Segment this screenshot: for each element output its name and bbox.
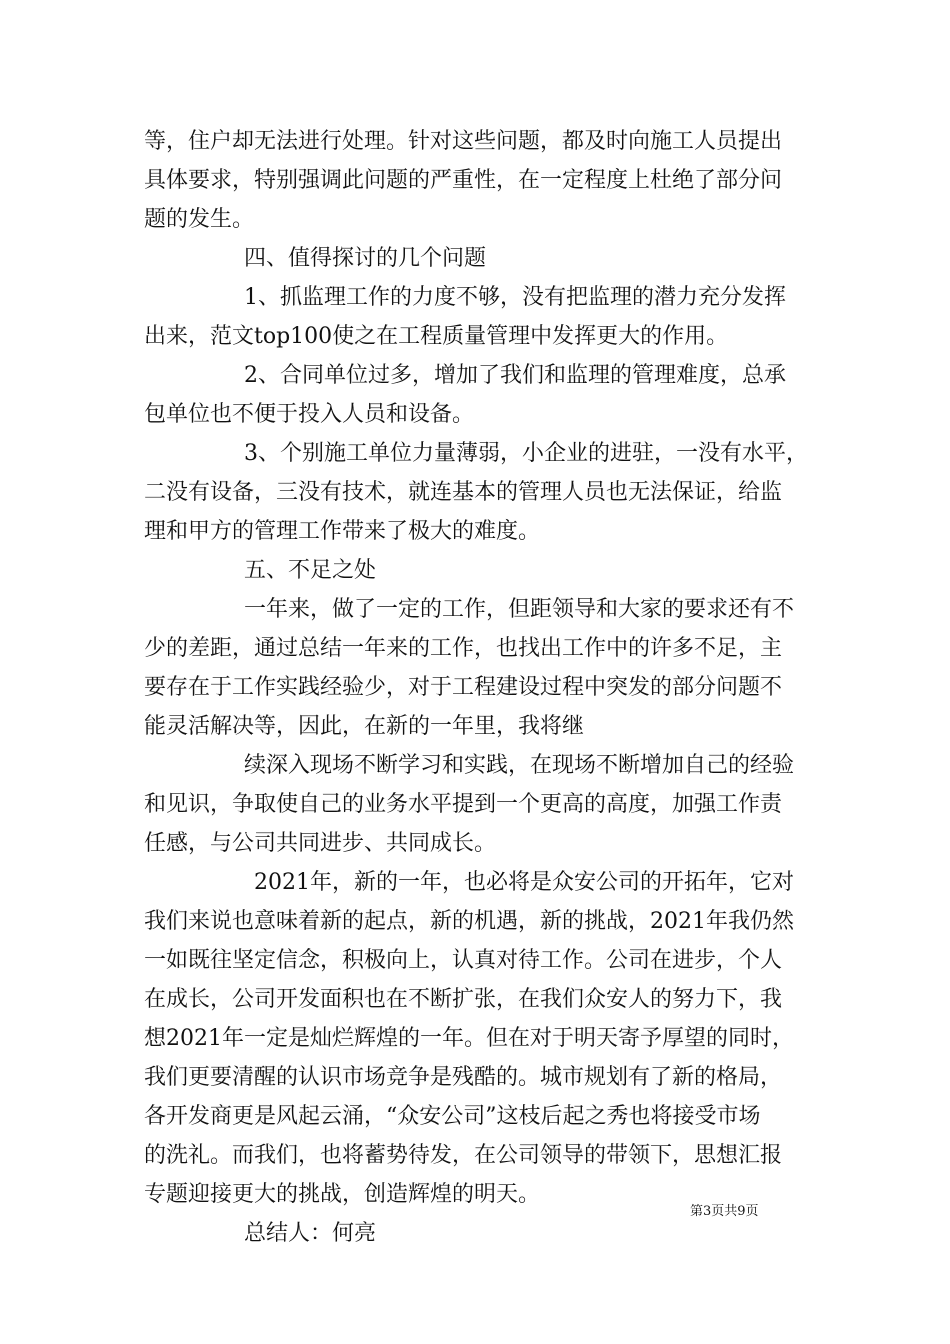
- body-line: 要存在于工作实践经验少，对于工程建设过程中突发的部分问题不: [144, 675, 783, 700]
- body-line: 二没有设备，三没有技术，就连基本的管理人员也无法保证，给监: [144, 480, 783, 505]
- list-item-1: 1、抓监理工作的力度不够，没有把监理的潜力充分发挥: [244, 285, 786, 310]
- body-line: 想2021年一定是灿烂辉煌的一年。但在对于明天寄予厚望的同时，: [144, 1026, 794, 1051]
- body-line: 的洗礼。而我们，也将蓄势待发，在公司领导的带领下，思想汇报: [144, 1143, 783, 1168]
- body-line: 题的发生。: [144, 207, 255, 232]
- paragraph-start: 2021年，新的一年，也必将是众安公司的开拓年，它对: [254, 870, 794, 895]
- body-line: 出来，范文top100使之在工程质量管理中发挥更大的作用。: [144, 324, 729, 349]
- body-line: 能灵活解决等，因此，在新的一年里，我将继: [144, 714, 585, 739]
- document-body: [144, 122, 810, 1253]
- body-line: 一如既往坚定信念，积极向上，认真对待工作。公司在进步，个人: [144, 948, 783, 973]
- body-line: 和见识，争取使自己的业务水平提到一个更高的高度，加强工作责: [144, 792, 783, 817]
- list-item-3: 3、个别施工单位力量薄弱，小企业的进驻，一没有水平，: [244, 441, 808, 466]
- signature-line: 总结人：何亮: [244, 1221, 377, 1246]
- body-line: 各开发商更是风起云涌，“众安公司”这枝后起之秀也将接受市场: [144, 1104, 761, 1129]
- list-item-2: 2、合同单位过多，增加了我们和监理的管理难度，总承: [244, 363, 786, 388]
- body-line: 在成长，公司开发面积也在不断扩张，在我们众安人的努力下，我: [144, 987, 783, 1012]
- section-heading-4: 四、值得探讨的几个问题: [244, 246, 487, 271]
- page-number: 第3页共9页: [690, 1204, 759, 1219]
- body-line: 具体要求，特别强调此问题的严重性，在一定程度上杜绝了部分问: [144, 168, 783, 193]
- paragraph-start: 续深入现场不断学习和实践，在现场不断增加自己的经验: [244, 753, 795, 778]
- body-line: 理和甲方的管理工作带来了极大的难度。: [144, 519, 541, 544]
- body-line: 等，住户却无法进行处理。针对这些问题，都及时向施工人员提出: [144, 129, 783, 154]
- body-line: 我们来说也意味着新的起点，新的机遇，新的挑战，2021年我仍然: [144, 909, 794, 934]
- body-line: 少的差距，通过总结一年来的工作，也找出工作中的许多不足，主: [144, 636, 783, 661]
- paragraph-start: 一年来，做了一定的工作，但距领导和大家的要求还有不: [244, 597, 795, 622]
- section-heading-5: 五、不足之处: [244, 558, 377, 583]
- body-line: 包单位也不便于投入人员和设备。: [144, 402, 475, 427]
- body-line: 我们更要清醒的认识市场竞争是残酷的。城市规划有了新的格局，: [144, 1065, 783, 1090]
- body-line: 任感，与公司共同进步、共同成长。: [144, 831, 497, 856]
- body-line: 专题迎接更大的挑战，创造辉煌的明天。: [144, 1182, 541, 1207]
